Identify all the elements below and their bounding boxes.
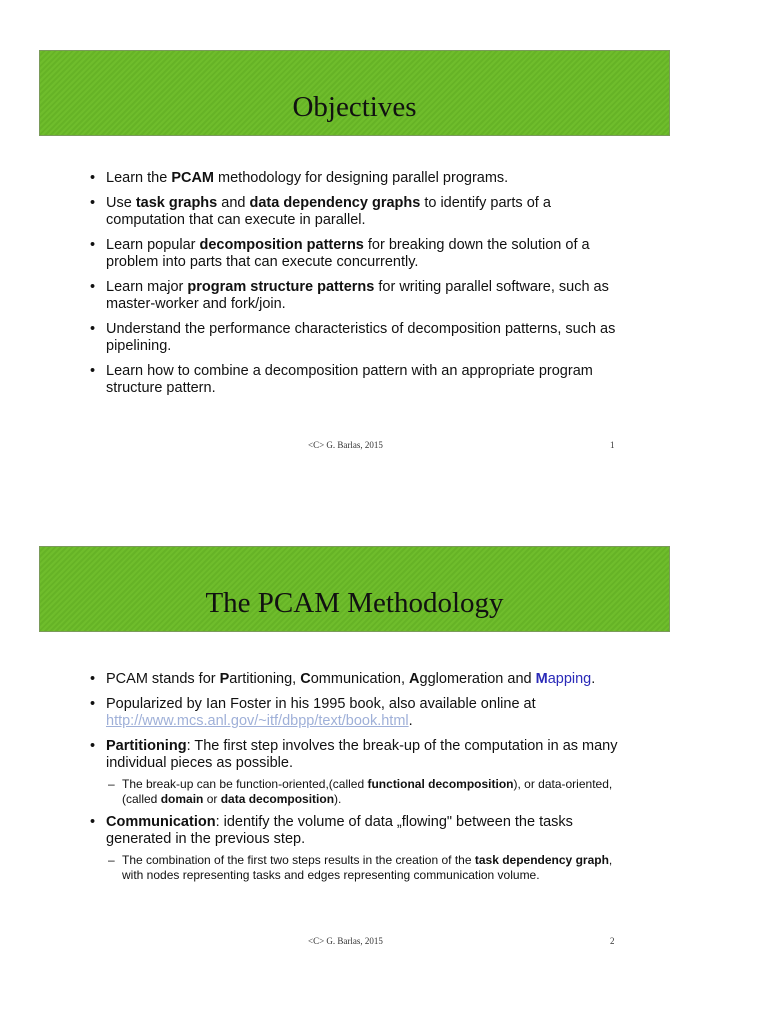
sub-bullet-item: – The combination of the first two steps results in the creation of the task dependency graph, with nodes representing tasks and edges representing communication volume. <box>90 853 630 883</box>
copyright-text: <C> G. Barlas, 2015 <box>308 440 383 450</box>
bullet-item: • Understand the performance characteristics of decomposition patterns, such as pipelining. <box>90 321 630 356</box>
slide-footer <box>0 440 768 454</box>
page-number: 2 <box>610 936 615 946</box>
slide-title: Objectives <box>292 91 417 123</box>
slide-footer <box>0 936 768 950</box>
bullet-list <box>90 170 630 405</box>
bullet-item: • Popularized by Ian Foster in his 1995 book, also available online at http://www.mcs.anl.gov/~itf/dbpp/text/book.html. <box>90 696 630 731</box>
bullet-item: • Learn how to combine a decomposition pattern with an appropriate program structure pattern. <box>90 363 630 398</box>
slide-banner <box>39 546 670 632</box>
bullet-list <box>90 671 630 890</box>
bullet-item: • Learn the PCAM methodology for designing parallel programs. <box>90 170 630 188</box>
copyright-text: <C> G. Barlas, 2015 <box>308 936 383 946</box>
page-number: 1 <box>610 440 615 450</box>
sub-bullet-item: – The break-up can be function-oriented,(called functional decomposition), or data-oriented, (called domain or data decomposition). <box>90 777 630 807</box>
bullet-item: • Use task graphs and data dependency graphs to identify parts of a computation that can execute in parallel. <box>90 195 630 230</box>
slide-banner <box>39 50 670 136</box>
bullet-item: • Learn popular decomposition patterns for breaking down the solution of a problem into parts that can execute concurrently. <box>90 237 630 272</box>
bullet-item: • Learn major program structure patterns for writing parallel software, such as master-worker and fork/join. <box>90 279 630 314</box>
bullet-item: • Communication: identify the volume of data „flowing" between the tasks generated in the previous step. <box>90 814 630 849</box>
bullet-item: • Partitioning: The first step involves the break-up of the computation in as many individual pieces as possible. <box>90 738 630 773</box>
book-link[interactable]: http://www.mcs.anl.gov/~itf/dbpp/text/book.html <box>106 713 409 729</box>
slide-title: The PCAM Methodology <box>205 587 504 619</box>
bullet-item: • PCAM stands for Partitioning, Communication, Agglomeration and Mapping. <box>90 671 630 689</box>
